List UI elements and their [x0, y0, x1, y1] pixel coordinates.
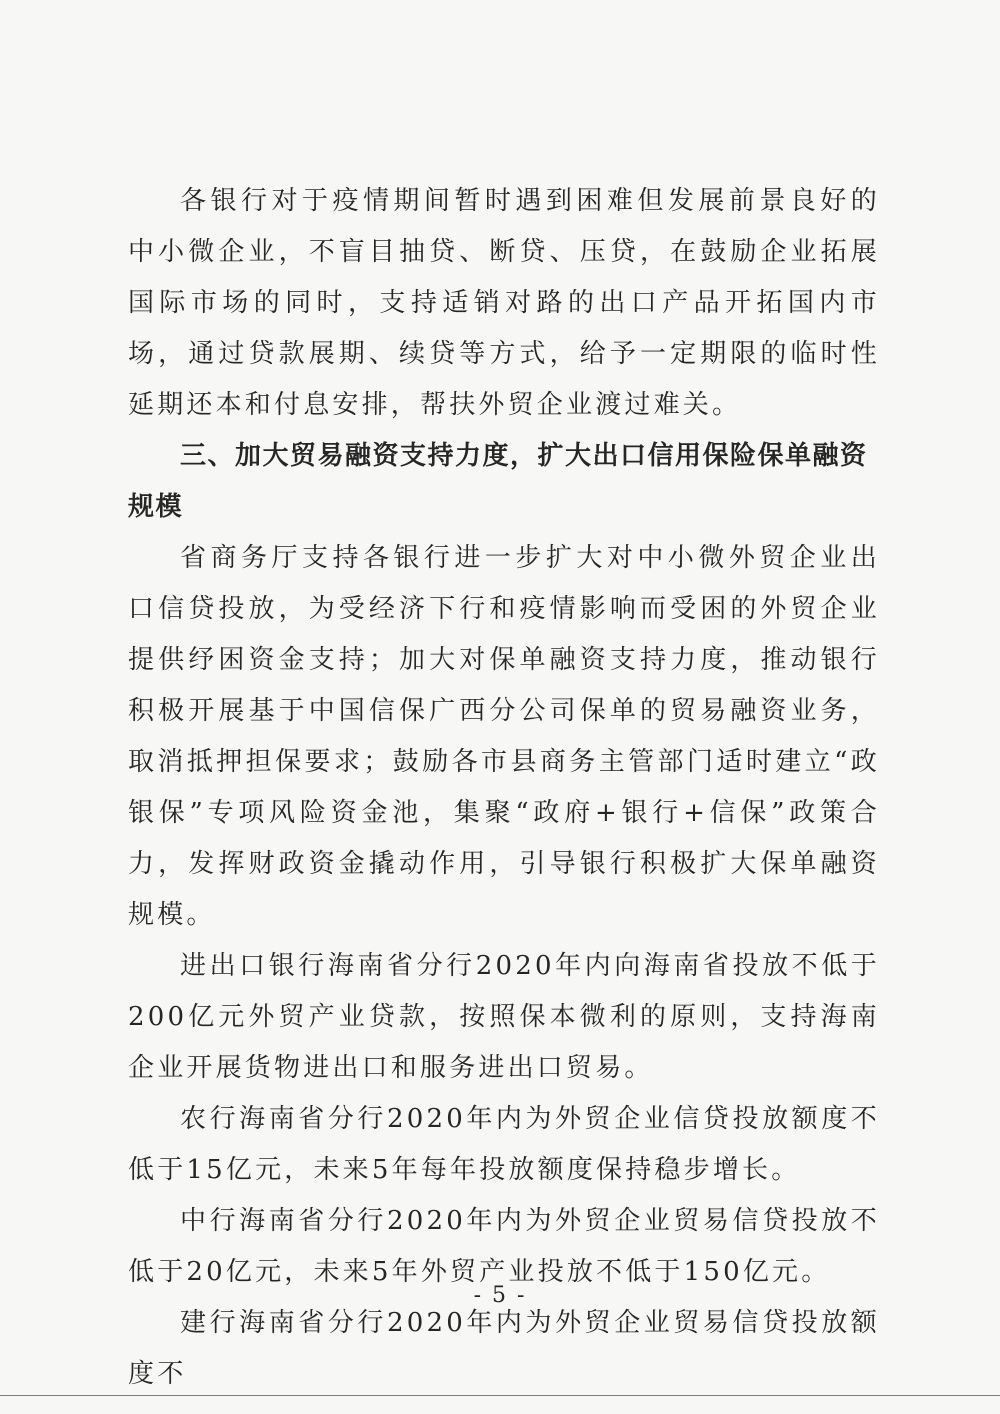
- paragraph-bank-support: 各银行对于疫情期间暂时遇到困难但发展前景良好的中小微企业，不盲目抽贷、断贷、压贷，在鼓励企业拓展国际市场的同时，支持适销对路的出口产品开拓国内市场，通过贷款展期、续贷等方式，给予一定期限的临时性延期还本和付息安排，帮扶外贸企业渡过难关。: [128, 186, 880, 420]
- paragraph-abc-bank: 农行海南省分行2020年内为外贸企业信贷投放额度不低于15亿元，未来5年每年投放额度保持稳步增长。: [128, 1104, 880, 1185]
- paragraph-ccb-bank: 建行海南省分行2020年内为外贸企业贸易信贷投放额度不: [128, 1308, 880, 1389]
- page-divider: [0, 1395, 1000, 1396]
- body-text: [128, 176, 880, 1400]
- paragraph-commerce-dept: 省商务厅支持各银行进一步扩大对中小微外贸企业出口信贷投放，为受经济下行和疫情影响而受困的外贸企业提供纾困资金支持；加大对保单融资支持力度，推动银行积极开展基于中国信保广西分公司保单的贸易融资业务，取消抵押担保要求；鼓励各市县商务主管部门适时建立“政银保”专项风险资金池，集聚“政府+银行+信保”政策合力，发挥财政资金撬动作用，引导银行积极扩大保单融资规模。: [128, 543, 880, 930]
- paragraph-boc-bank: 中行海南省分行2020年内为外贸企业贸易信贷投放不低于20亿元，未来5年外贸产业投放不低于150亿元。: [128, 1206, 880, 1287]
- page-number: - 5 -: [473, 1283, 527, 1308]
- section-heading-three: 三、加大贸易融资支持力度，扩大出口信用保险保单融资规模: [128, 441, 868, 522]
- paragraph-exim-bank: 进出口银行海南省分行2020年内向海南省投放不低于200亿元外贸产业贷款，按照保本微利的原则，支持海南企业开展货物进出口和服务进出口贸易。: [128, 951, 880, 1083]
